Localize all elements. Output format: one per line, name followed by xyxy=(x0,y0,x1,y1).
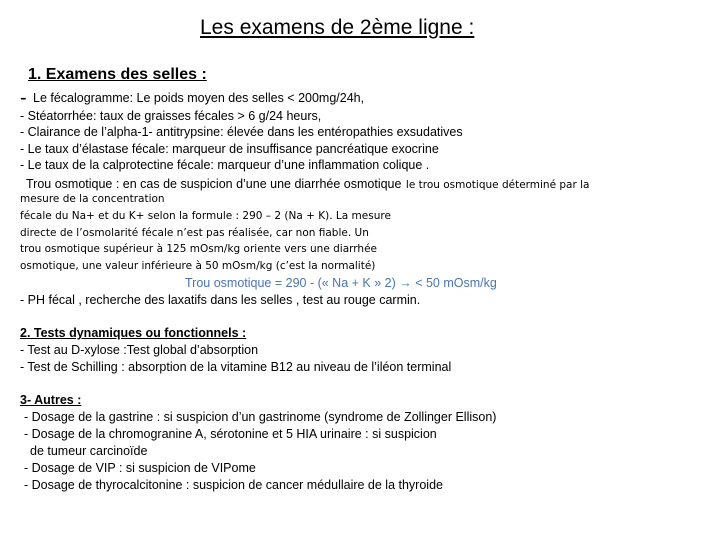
trou-detail-0: le trou osmotique déterminé par la xyxy=(405,179,590,191)
section3-heading: 3- Autres : xyxy=(20,393,82,407)
section3-line-3: - Dosage de VIP : si suspicion de VIPome xyxy=(24,461,256,475)
section3-line-2: de tumeur carcinoïde xyxy=(30,444,148,458)
trou-detail-1: mesure de la concentration xyxy=(20,193,165,205)
section2-line-0: - Test au D-xylose :Test global d’absorption xyxy=(20,343,259,357)
section3-line-0: - Dosage de la gastrine : si suspicion d’un gastrinome (syndrome de Zollinger Ellison) xyxy=(24,410,497,424)
page-title: Les examens de 2ème ligne : xyxy=(200,16,475,39)
formula-line: Trou osmotique = 290 - (« Na + K » 2) → < 50 mOsm/kg xyxy=(185,276,497,290)
trou-detail-2: fécale du Na+ et du K+ selon la formule : 290 – 2 (Na + K). La mesure xyxy=(20,210,391,222)
trou-detail-4: trou osmotique supérieur à 125 mOsm/kg oriente vers une diarrhée xyxy=(20,243,377,255)
section1-line-3: - Le taux d’élastase fécale: marqueur de insuffisance pancréatique exocrine xyxy=(20,142,439,156)
section1-heading-text: 1. Examens des selles : xyxy=(28,66,207,83)
section1-line-4: - Le taux de la calprotectine fécale: marqueur d’une inflammation colique . xyxy=(20,158,430,172)
bullet-dash: - xyxy=(20,87,27,109)
trou-detail-5: osmotique, une valeur inférieure à 50 mOsm/kg (c’est la normalité) xyxy=(20,260,376,272)
trou-detail-3: directe de l’osmolarité fécale n’est pas réalisée, car non fiable. Un xyxy=(20,227,369,239)
section2-line-1: - Test de Schilling : absorption de la vitamine B12 au niveau de l’iléon terminal xyxy=(20,360,452,374)
trou-osmotique-line xyxy=(26,176,590,192)
section3-line-4: - Dosage de thyrocalcitonine : suspicion de cancer médullaire de la thyroide xyxy=(24,478,443,492)
section1-line-2: - Clairance de l’alpha-1- antitrypsine: élevée dans les entéropathies exsudatives xyxy=(20,125,463,139)
trou-intro: Trou osmotique : en cas de suspicion d’une une diarrhée osmotique xyxy=(26,177,402,191)
section1-line-0: Le fécalogramme: Le poids moyen des selles < 200mg/24h, xyxy=(33,91,365,105)
section1-heading xyxy=(28,67,207,83)
section2-heading: 2. Tests dynamiques ou fonctionnels : xyxy=(20,326,247,340)
section1-last-line: - PH fécal , recherche des laxatifs dans les selles , test au rouge carmin. xyxy=(20,293,421,307)
section3-line-1: - Dosage de la chromogranine A, sérotonine et 5 HIA urinaire : si suspicion xyxy=(24,427,437,441)
section1-line-1: - Stéatorrhée: taux de graisses fécales > 6 g/24 heurs, xyxy=(20,109,322,123)
